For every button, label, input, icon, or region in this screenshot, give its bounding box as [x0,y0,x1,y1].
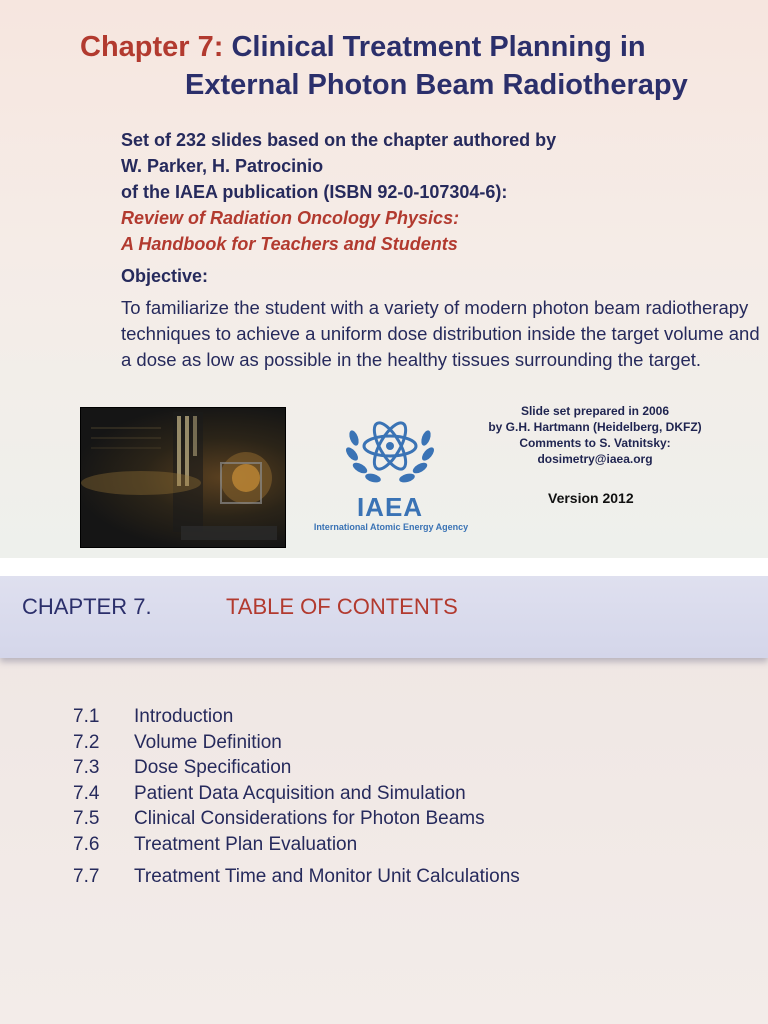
credits-line: Comments to S. Vatnitsky: [519,436,671,450]
book-cover-art [81,408,285,547]
toc-title: TABLE OF CONTENTS [226,594,458,619]
toc-item-number: 7.5 [73,808,100,829]
book-cover-image [80,407,286,548]
intro-line: W. Parker, H. Patrocinio [121,156,324,176]
toc-header-band [0,576,768,658]
book-title-line: Review of Radiation Oncology Physics: [121,208,460,228]
toc-item-number: 7.7 [73,866,100,887]
version-label: Version 2012 [548,490,634,506]
toc-item-number: 7.2 [73,731,100,753]
toc-chapter-label: CHAPTER 7. [22,594,152,619]
toc-item-label: Clinical Considerations for Photon Beams [134,808,485,829]
toc-item [73,866,753,892]
slide-title [80,28,760,104]
slide-set-info [121,127,751,257]
toc-item [73,783,753,809]
toc-item [73,808,753,834]
credits-line: by G.H. Hartmann (Heidelberg, DKFZ) [488,420,702,434]
intro-line: Set of 232 slides based on the chapter authored by [121,130,557,150]
toc-slide [0,576,768,1024]
toc-item-label: Dose Specification [134,757,292,778]
toc-item-label: Treatment Plan Evaluation [134,833,358,855]
book-title-line: A Handbook for Teachers and Students [121,234,458,254]
toc-item [73,834,753,860]
toc-item [73,706,753,732]
toc-item-number: 7.4 [73,782,100,804]
credits-line: Slide set prepared in 2006 [520,404,670,418]
iaea-emblem-icon [340,408,440,492]
slide-credits [470,403,720,467]
title-chapter-prefix: Chapter 7: [80,31,224,63]
toc-list [73,706,753,892]
toc-item-label: Patient Data Acquisition and Simulation [134,782,466,804]
objective-heading: Objective: [121,266,209,286]
toc-item-label: Volume Definition [134,731,282,753]
title-line-1: Clinical Treatment Planning in [231,31,646,63]
toc-item-number: 7.3 [73,757,100,778]
toc-item [73,757,753,783]
intro-line: of the IAEA publication (ISBN 92-0-107304-6): [121,182,508,202]
slide-separator [0,558,768,576]
iaea-logo-subtitle: International Atomic Energy Agency [313,522,469,532]
toc-item-label: Introduction [134,706,234,727]
title-line-2: External Photon Beam Radiotherapy [185,69,688,101]
toc-item-label: Treatment Time and Monitor Unit Calculations [134,866,520,887]
toc-item-number: 7.6 [73,833,100,855]
iaea-logo-word: IAEA [356,492,424,522]
toc-item [73,732,753,758]
credits-email: dosimetry@iaea.org [537,452,653,466]
toc-item-number: 7.1 [73,706,100,727]
objective-text: To familiarize the student with a variety of modern photon beam radiotherapy techniques to achieve a uniform dose distribution inside the target volume and a dose as low as possible in the healthy tissues surrounding the target. [121,297,760,370]
